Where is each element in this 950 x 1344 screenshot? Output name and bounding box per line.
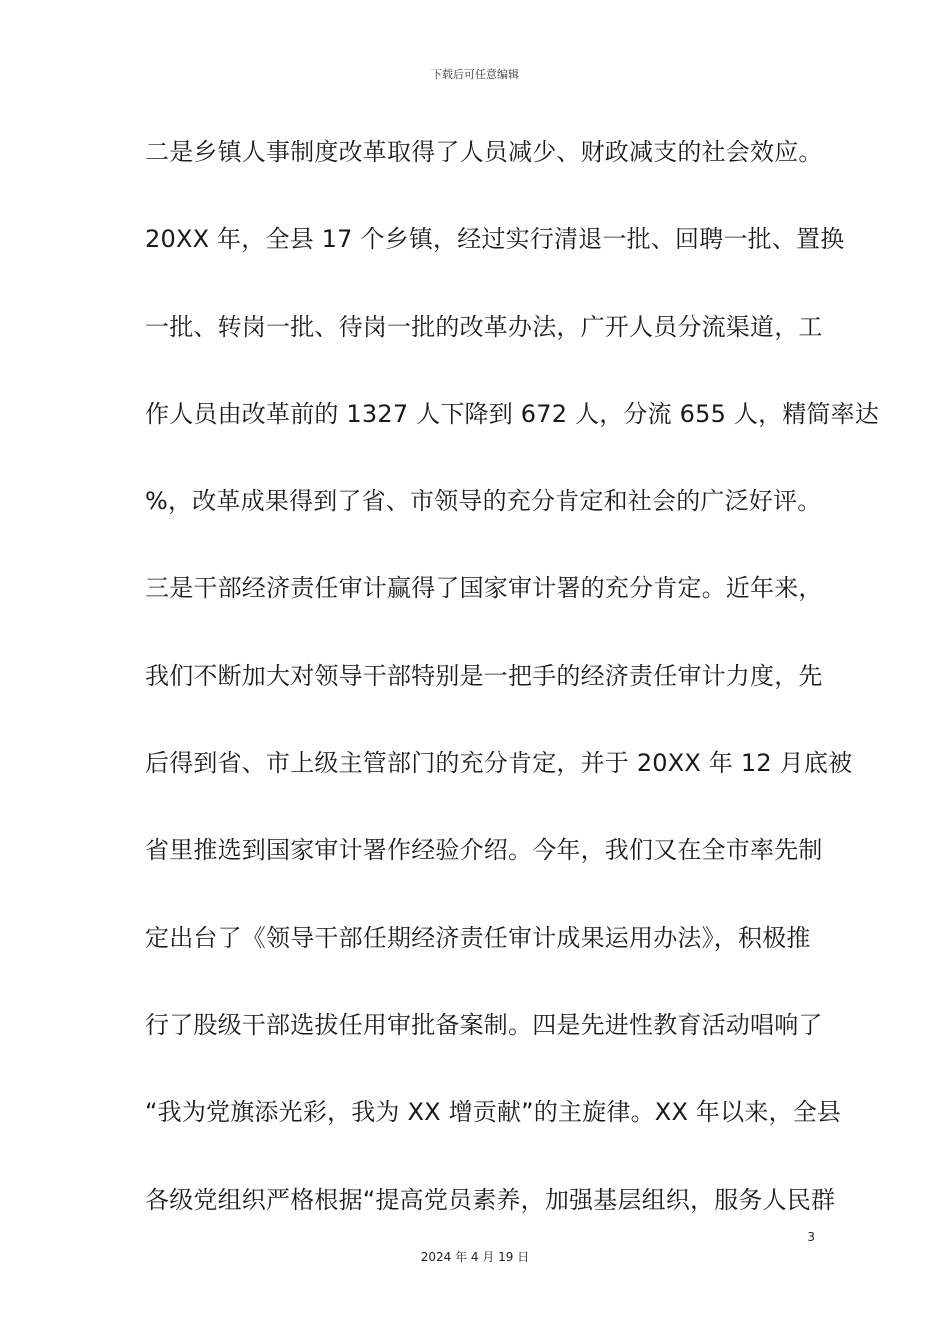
text-line: %，改革成果得到了省、市领导的充分肯定和社会的广泛好评。 bbox=[145, 487, 822, 516]
text-line: 行了股级干部选拔任用审批备案制。四是先进性教育活动唱响了 bbox=[145, 1010, 823, 1039]
text-line: 一批、转岗一批、待岗一批的改革办法，广开人员分流渠道，工 bbox=[145, 312, 823, 341]
text-line: “我为党旗添光彩，我为 XX 增贡献”的主旋律。XX 年以来，全县 bbox=[145, 1098, 842, 1127]
text-line: 二是乡镇人事制度改革取得了人员减少、财政减支的社会效应。 bbox=[145, 138, 823, 166]
text-line: 定出台了《领导干部任期经济责任审计成果运用办法》，积极推 bbox=[145, 923, 811, 952]
text-line: 各级党组织严格根据“提高党员素养，加强基层组织，服务人民群 bbox=[145, 1185, 836, 1214]
document-body bbox=[145, 130, 880, 1265]
page-header: 下载后可任意编辑 bbox=[431, 68, 519, 81]
text-line: 我们不断加大对领导干部特别是一把手的经济责任审计力度，先 bbox=[145, 661, 823, 690]
text-line: 20XX 年，全县 17 个乡镇，经过实行清退一批、回聘一批、置换 bbox=[145, 225, 845, 254]
page-number: 3 bbox=[807, 1230, 815, 1244]
text-line: 省里推选到国家审计署作经验介绍。今年，我们又在全市率先制 bbox=[145, 836, 823, 865]
footer-date: 2024 年 4 月 19 日 bbox=[420, 1250, 530, 1264]
text-line: 作人员由改革前的 1327 人下降到 672 人，分流 655 人，精简率达 bbox=[145, 399, 880, 428]
text-line: 三是干部经济责任审计赢得了国家审计署的充分肯定。近年来， bbox=[145, 574, 823, 603]
text-line: 后得到省、市上级主管部门的充分肯定，并于 20XX 年 12 月底被 bbox=[145, 749, 853, 778]
